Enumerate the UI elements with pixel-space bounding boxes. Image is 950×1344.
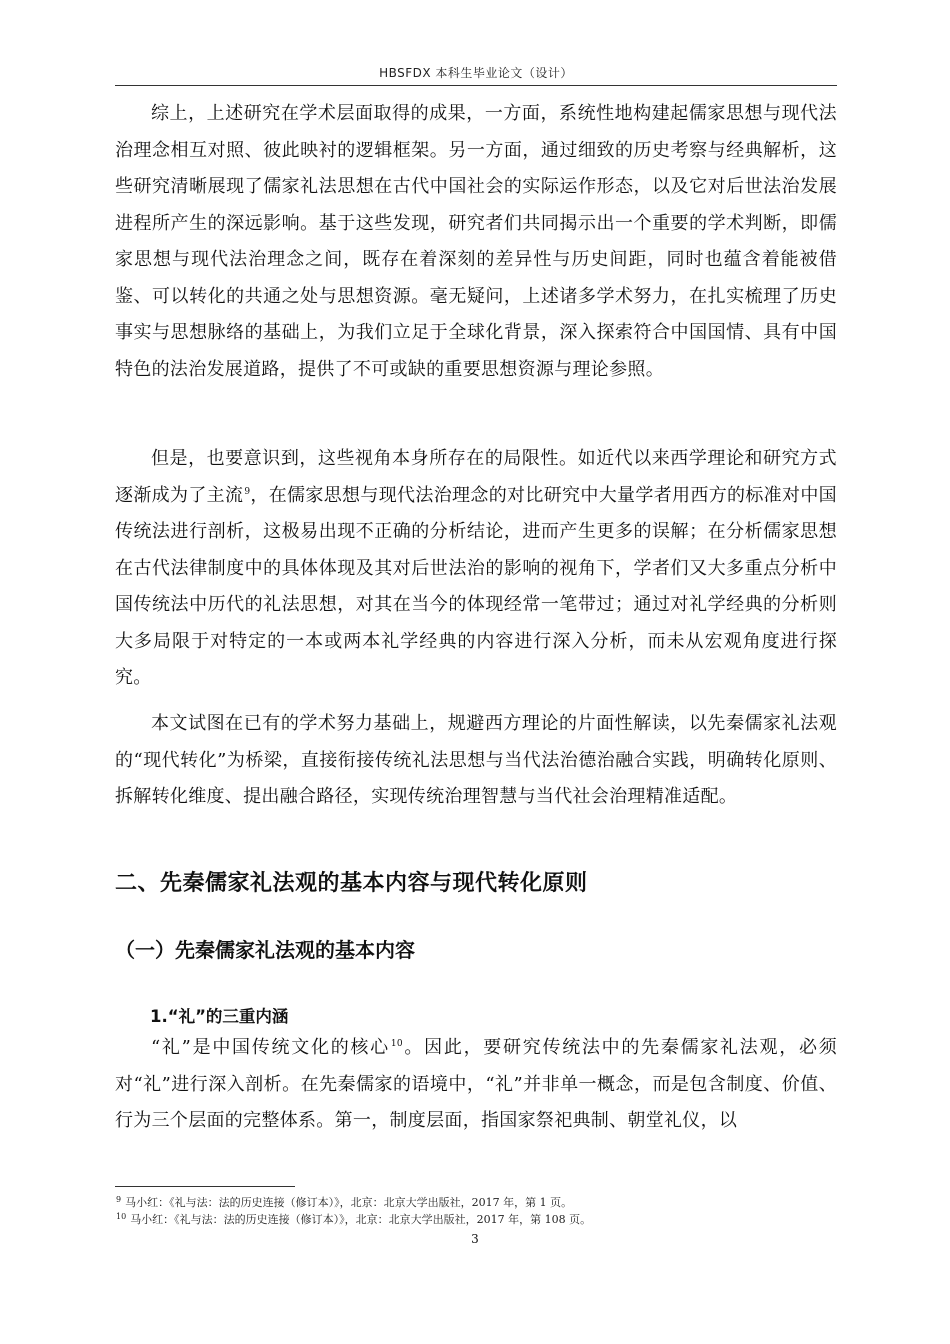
footnote-10 [115,1212,591,1228]
section-heading: 二、先秦儒家礼法观的基本内容与现代转化原则 [115,871,588,896]
header-divider [115,85,837,86]
paragraph-4-text-end: 。因此，要研究传统法中的先秦儒家礼法观，必须对“礼”进行深入剖析。在先秦儒家的语境中，“礼”并非单一概念，而是包含制度、价值、行为三个层面的完整体系。第一，制度层面，指国家祭祀典制、朝堂礼仪，以 [115,1037,837,1131]
body-paragraph-4 [115,1030,837,1140]
sub-subsection-heading: 1.“礼”的三重内涵 [150,1007,289,1026]
footnote-text: 马小红：《礼与法：法的历史连接（修订本）》，北京：北京大学出版社，2017 年，第 1 页。 [125,1196,573,1209]
paragraph-4-text-start: “礼”是中国传统文化的核心 [151,1037,390,1058]
footnote-ref-10: 10 [390,1039,403,1049]
paragraph-2-text-start: 但是，也要意识到，这些视角本身所存在的局限性。如近代以来西学理论和研究方式逐渐成为了主流 [115,448,837,506]
running-header: HBSFDX 本科生毕业论文（设计） [379,66,573,80]
footnote-divider [115,1186,295,1187]
body-paragraph-1: 综上，上述研究在学术层面取得的成果，一方面，系统性地构建起儒家思想与现代法治理念相互对照、彼此映衬的逻辑框架。另一方面，通过细致的历史考察与经典解析，这些研究清晰展现了儒家礼法思想在古代中国社会的实际运作形态，以及它对后世法治发展进程所产生的深远影响。基于这些发现，研究者们共同揭示出一个重要的学术判断，即儒家思想与现代法治理念之间，既存在着深刻的差异性与历史间距，同时也蕴含着能被借鉴、可以转化的共通之处与思想资源。毫无疑问，上述诸多学术努力，在扎实梳理了历史事实与思想脉络的基础上，为我们立足于全球化背景，深入探索符合中国国情、具有中国特色的法治发展道路，提供了不可或缺的重要思想资源与理论参照。 [115,103,837,380]
footnote-ref-9: 9 [244,486,251,497]
body-paragraph-2 [115,441,837,697]
paragraph-2-text-end: ，在儒家思想与现代法治理念的对比研究中大量学者用西方的标准对中国传统法进行剖析，这极易出现不正确的分析结论，进而产生更多的误解；在分析儒家思想在古代法律制度中的具体体现及其对后世法治的影响的视角下，学者们又大多重点分析中国传统法中历代的礼法思想，对其在当今的体现经常一笔带过；通过对礼学经典的分析则大多局限于对特定的一本或两本礼学经典的内容进行深入分析，而未从宏观角度进行探究。 [115,484,837,688]
subsection-heading: （一）先秦儒家礼法观的基本内容 [115,938,415,962]
footnote-mark: 9 [116,1195,122,1204]
footnote-mark: 10 [116,1212,127,1221]
page-number: 3 [471,1232,479,1246]
body-paragraph-3: 本文试图在已有的学术努力基础上，规避西方理论的片面性解读，以先秦儒家礼法观的“现代转化”为桥梁，直接衔接传统礼法思想与当代法治德治融合实践，明确转化原则、拆解转化维度、提出融合路径，实现传统治理智慧与当代社会治理精准适配。 [115,713,837,807]
footnote-text: 马小红：《礼与法：法的历史连接（修订本）》，北京：北京大学出版社，2017 年，第 108 页。 [130,1213,592,1226]
footnote-9 [115,1195,572,1211]
